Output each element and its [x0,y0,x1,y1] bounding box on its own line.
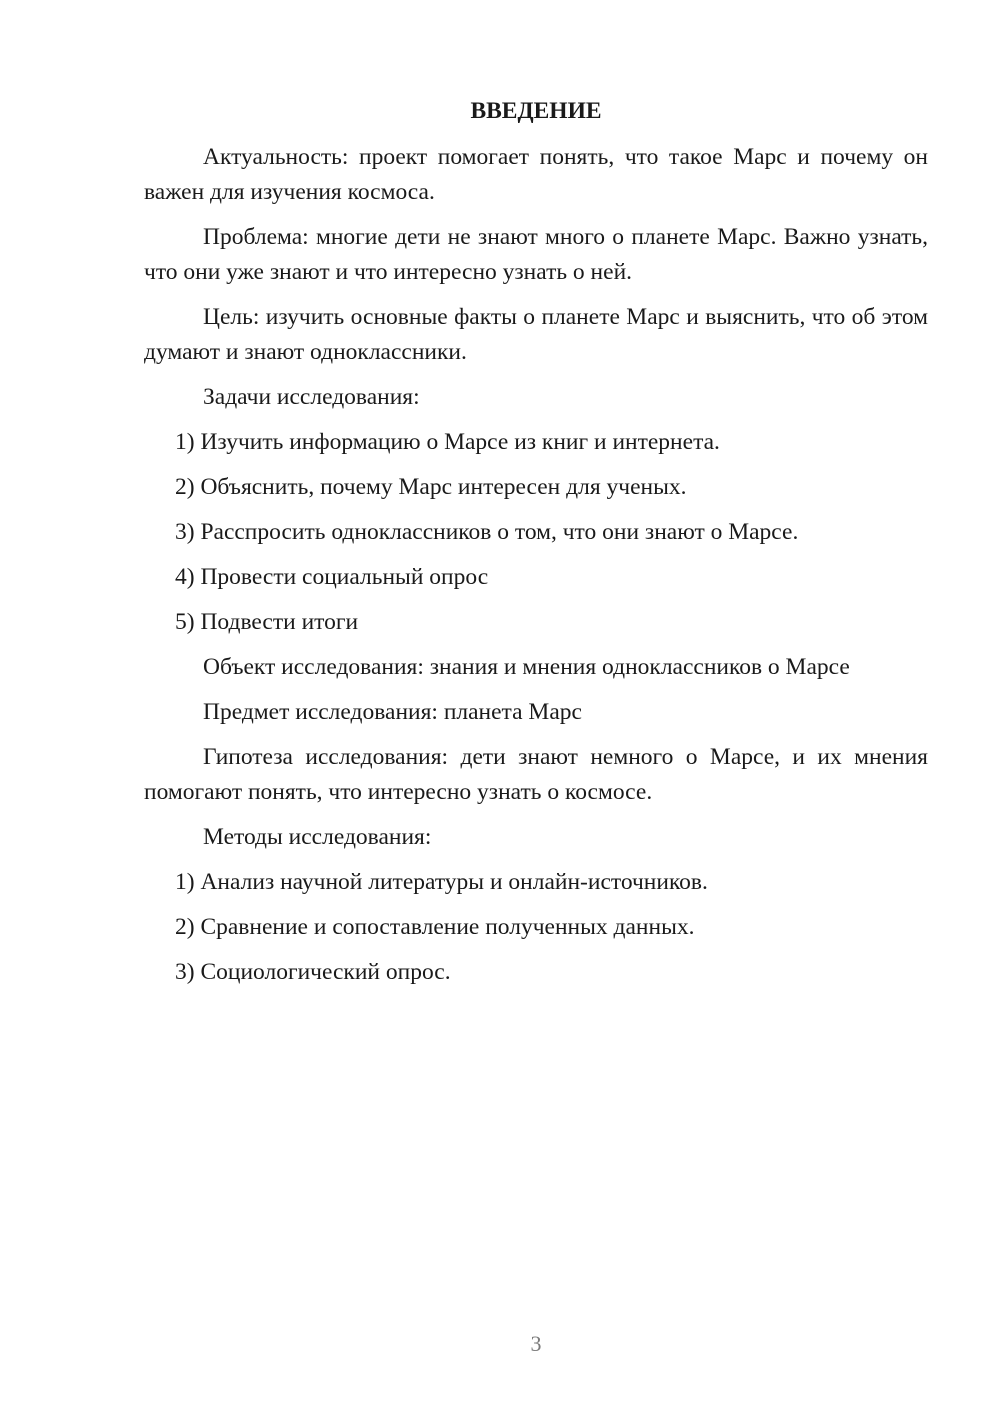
methods-title: Методы исследования: [203,824,432,850]
method-item: 2) Сравнение и сопоставление полученных данных. [175,914,695,940]
relevance-paragraph: Актуальность: проект помогает понять, что такое Марс и почему он важен для изучения космоса. [144,144,928,205]
tasks-title: Задачи исследования: [203,384,420,410]
section-heading: ВВЕДЕНИЕ [470,98,602,124]
task-item: 5) Подвести итоги [175,609,359,635]
task-item: 2) Объяснить, почему Марс интересен для ученых. [175,474,687,500]
hypothesis-paragraph: Гипотеза исследования: дети знают немного о Марсе, и их мнения помогают понять, что интересно узнать о космосе. [144,744,928,805]
task-item: 3) Расспросить одноклассников о том, что они знают о Марсе. [175,519,799,545]
problem-paragraph: Проблема: многие дети не знают много о планете Марс. Важно узнать, что они уже знают и что интересно узнать о ней. [144,224,928,285]
method-item: 3) Социологический опрос. [175,959,451,985]
task-item: 4) Провести социальный опрос [175,564,489,590]
task-item: 1) Изучить информацию о Марсе из книг и интернета. [175,429,720,455]
object-paragraph: Объект исследования: знания и мнения одноклассников о Марсе [203,654,850,680]
subject-paragraph: Предмет исследования: планета Марс [203,699,582,725]
goal-paragraph: Цель: изучить основные факты о планете Марс и выяснить, что об этом думают и знают одноклассники. [144,304,928,365]
method-item: 1) Анализ научной литературы и онлайн-источников. [175,869,708,895]
page-content [144,94,928,1000]
page-number: 3 [530,1331,542,1356]
